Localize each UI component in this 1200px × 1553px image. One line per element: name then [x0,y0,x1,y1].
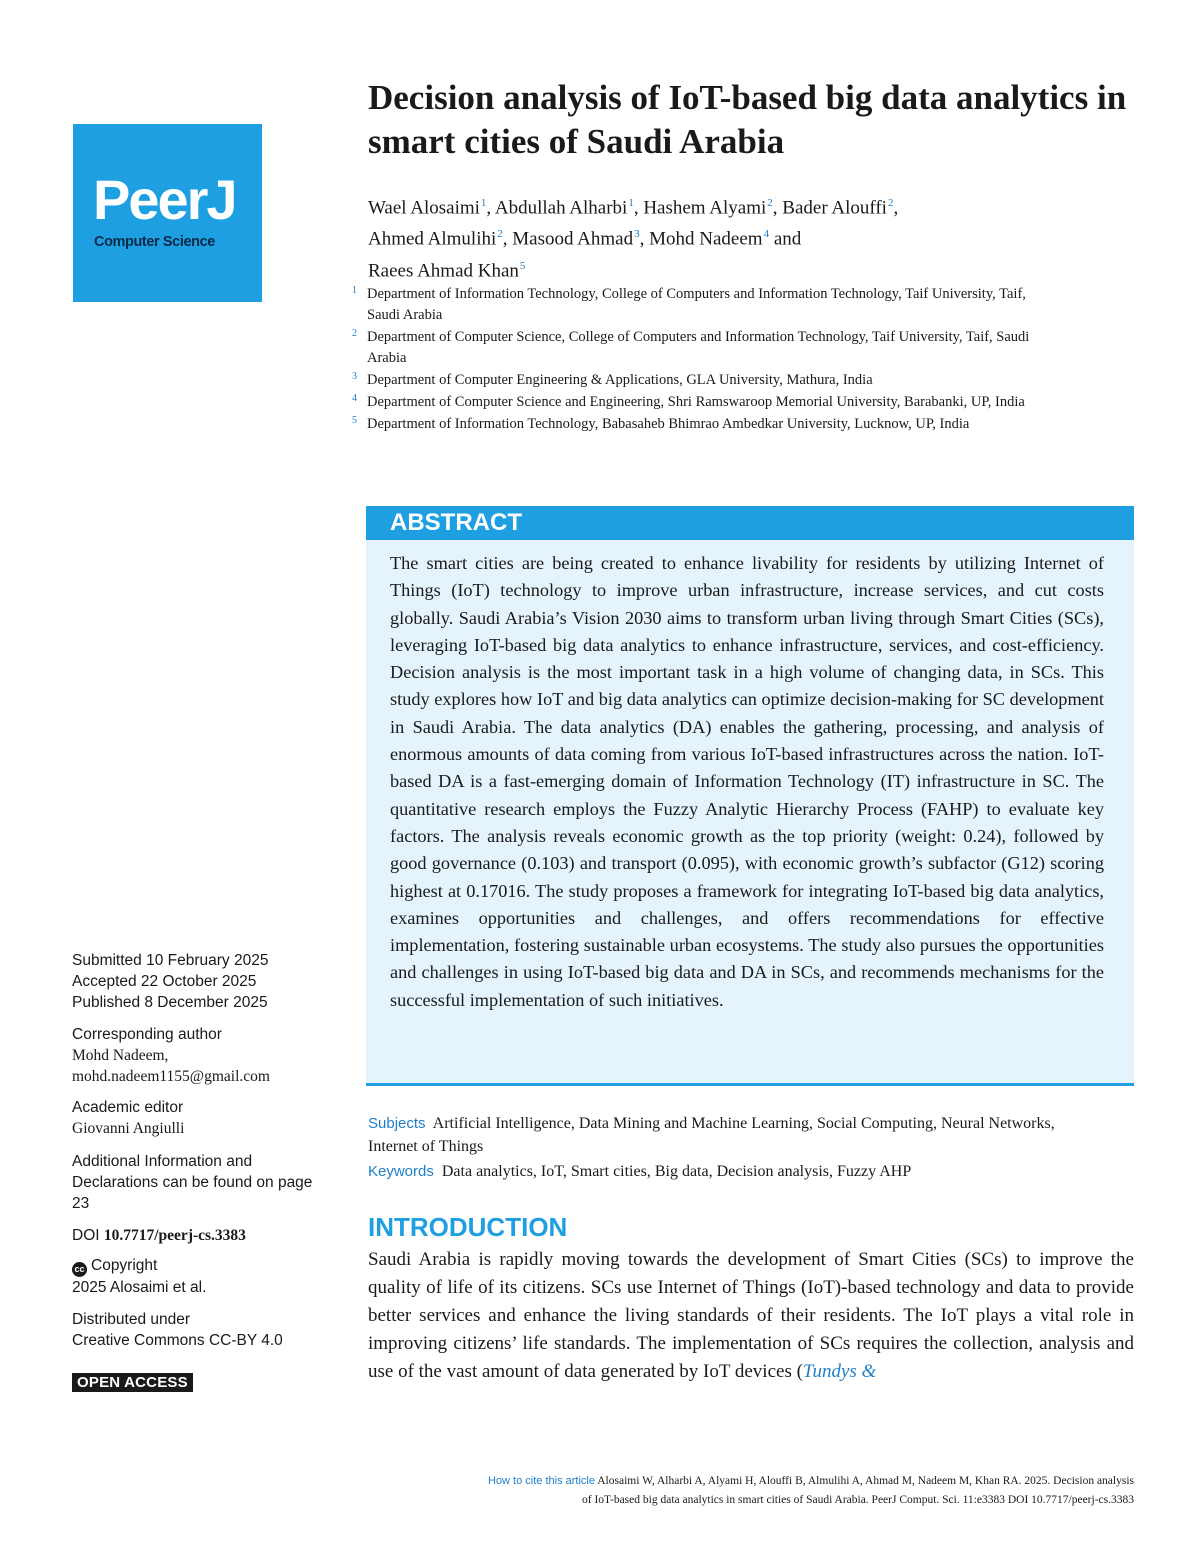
subjects-label: Subjects [368,1115,426,1132]
author-affil-sup: 3 [634,228,640,241]
corresponding-author-block [72,1024,322,1087]
affiliation-text: Department of Computer Engineering & Applications, GLA University, Mathura, India [367,372,873,388]
author-name[interactable]: Mohd Nadeem [649,228,763,250]
publication-dates [72,950,322,1013]
distributed-label: Distributed under [72,1311,191,1328]
additional-info[interactable]: Additional Information and Declarations can be found on page 23 [72,1153,313,1212]
corresponding-label: Corresponding author [72,1026,222,1043]
author-list [368,190,1088,284]
affiliation-text: Department of Computer Science, College of Computers and Information Technology, Taif University, Taif, Saudi Arabia [367,329,1030,366]
affiliation-list [352,284,1072,436]
affiliation-number: 4 [352,393,357,404]
affiliation-number: 2 [352,328,357,339]
author-separator: , [486,197,495,219]
author-name[interactable]: Raees Ahmad Khan [368,259,519,281]
corresponding-email[interactable]: mohd.nadeem1155@gmail.com [72,1068,270,1085]
submitted-date: Submitted 10 February 2025 [72,952,269,969]
editor-label: Academic editor [72,1099,184,1116]
doi-line [72,1225,322,1246]
author-affil-sup: 2 [767,197,773,209]
logo-wordmark: PeerJ [93,168,236,231]
license-link[interactable]: Creative Commons CC-BY 4.0 [72,1332,283,1349]
citation-link[interactable]: Tundys & [802,1361,877,1382]
doi-link[interactable]: 10.7717/peerj-cs.3383 [103,1227,246,1244]
affiliation-number: 1 [352,285,357,296]
article-title: Decision analysis of IoT-based big data analytics in smart cities of Saudi Arabia [368,78,1127,161]
author-name[interactable]: Ahmed Almulihi [368,228,497,250]
citation-footer [368,1472,1134,1510]
author-affil-sup: 2 [497,228,503,241]
published-date: Published 8 December 2025 [72,994,268,1011]
subjects-text: Artificial Intelligence, Data Mining and Machine Learning, Social Computing, Neural Networks, Internet of Things [368,1115,1055,1155]
author-separator: , [639,228,650,250]
author-name[interactable]: Abdullah Alharbi [494,197,628,219]
author-separator: , [633,197,644,219]
introduction-heading: INTRODUCTION [368,1212,568,1242]
abstract-box [366,540,1134,1086]
author-affil-sup: 1 [628,197,634,209]
corresponding-name: Mohd Nadeem, [72,1047,169,1064]
copyright-block [72,1255,322,1298]
affiliation-number: 5 [352,415,357,426]
copyright-holder: 2025 Alosaimi et al. [72,1279,207,1296]
copyright-icon: cc [72,1262,87,1277]
author-name[interactable]: Hashem Alyami [643,197,767,219]
author-affil-sup: 1 [480,197,487,209]
introduction-text [368,1246,1134,1386]
license-block [72,1309,322,1351]
affiliation-item [352,370,1072,391]
author-separator: , [893,197,899,219]
author-name[interactable]: Bader Alouffi [782,197,887,219]
abstract-heading: ABSTRACT [366,506,1134,540]
citation-line-1: Alosaimi W, Alharbi A, Alyami H, Alouffi B, Almulihi A, Ahmad M, Nadeem M, Khan RA. 2025. Decision analysis [597,1475,1134,1487]
affiliation-text: Department of Information Technology, Babasaheb Bhimrao Ambedkar University, Lucknow, UP, India [367,416,970,432]
citation-line-2: of IoT-based big data analytics in smart cities of Saudi Arabia. PeerJ Comput. Sci. 11:e3383 DOI 10.7717/peerj-cs.3383 [582,1494,1134,1506]
author-separator: , [502,228,513,250]
author-separator: and [769,228,802,250]
how-to-cite-label: How to cite this article [488,1475,595,1487]
author-separator: , [772,197,783,219]
affiliation-item [352,414,1072,435]
affiliation-text: Department of Information Technology, College of Computers and Information Technology, Taif University, Taif, Saudi Arabia [367,286,1026,323]
keywords-label: Keywords [368,1163,434,1180]
subjects-line [368,1112,1108,1158]
author-affil-sup: 2 [887,197,894,209]
affiliation-number: 3 [352,371,357,382]
affiliation-item [352,284,1072,326]
author-name[interactable]: Wael Alosaimi [368,197,480,219]
affiliation-text: Department of Computer Science and Engineering, Shri Ramswaroop Memorial University, Barabanki, UP, India [367,394,1025,410]
keywords-text: Data analytics, IoT, Smart cities, Big data, Decision analysis, Fuzzy AHP [441,1163,912,1180]
doi-label: DOI [72,1227,100,1244]
copyright-label: Copyright [91,1257,158,1274]
author-name[interactable]: Masood Ahmad [512,228,634,250]
author-affil-sup: 5 [519,259,526,272]
affiliation-item [352,327,1072,369]
journal-logo [73,124,262,302]
author-affil-sup: 4 [763,228,770,241]
open-access-badge: OPEN ACCESS [72,1373,193,1392]
introduction-body: Saudi Arabia is rapidly moving towards the development of Smart Cities (SCs) to improve the quality of life of its citizens. SCs use Internet of Things (IoT)-based technology and data to provide better services and enhance the living standards of their residents. The IoT plays a vital role in improving citizens’ life standards. The implementation of SCs requires the collection, analysis and use of the vast amount of data generated by IoT devices ( [368,1249,1134,1382]
accepted-date: Accepted 22 October 2025 [72,973,257,990]
keywords-line [368,1160,1108,1183]
editor-name: Giovanni Angiulli [72,1120,185,1137]
academic-editor-block [72,1097,322,1139]
affiliation-item [352,392,1072,413]
abstract-text: The smart cities are being created to enhance livability for residents by utilizing Internet of Things (IoT) technology to improve urban infrastructure, increase services, and cut costs globally. Saudi Arabia’s Vision 2030 aims to transform urban living through Smart Cities (SCs), leveraging IoT-based big data analytics to enhance infrastructure, services, and cost-efficiency. Decision analysis is the most important task in a high volume of changing data, in SCs. This study explores how IoT and big data analytics can optimize decision-making for SC development in Saudi Arabia. The data analytics (DA) enables the gathering, processing, and analysis of enormous amounts of data coming from various IoT-based infrastructures across the nation. IoT-based DA is a fast-emerging domain of Information Technology (IT) infrastructure in SC. The quantitative research employs the Fuzzy Analytic Hierarchy Process (FAHP) to evaluate key factors. The analysis reveals economic growth as the top priority (weight: 0.24), followed by good governance (0.103) and transport (0.095), with economic growth’s subfactor (G12) scoring highest at 0.17016. The study proposes a framework for integrating IoT-based big data analytics, examines opportunities and challenges, and offers recommendations for effective implementation, fostering sustainable urban ecosystems. The study also pursues the opportunities and challenges in using IoT-based big data and DA in SCs, and recommends mechanisms for the successful implementation of such initiatives. [390,553,1104,1010]
logo-subtitle: Computer Science [94,234,215,250]
